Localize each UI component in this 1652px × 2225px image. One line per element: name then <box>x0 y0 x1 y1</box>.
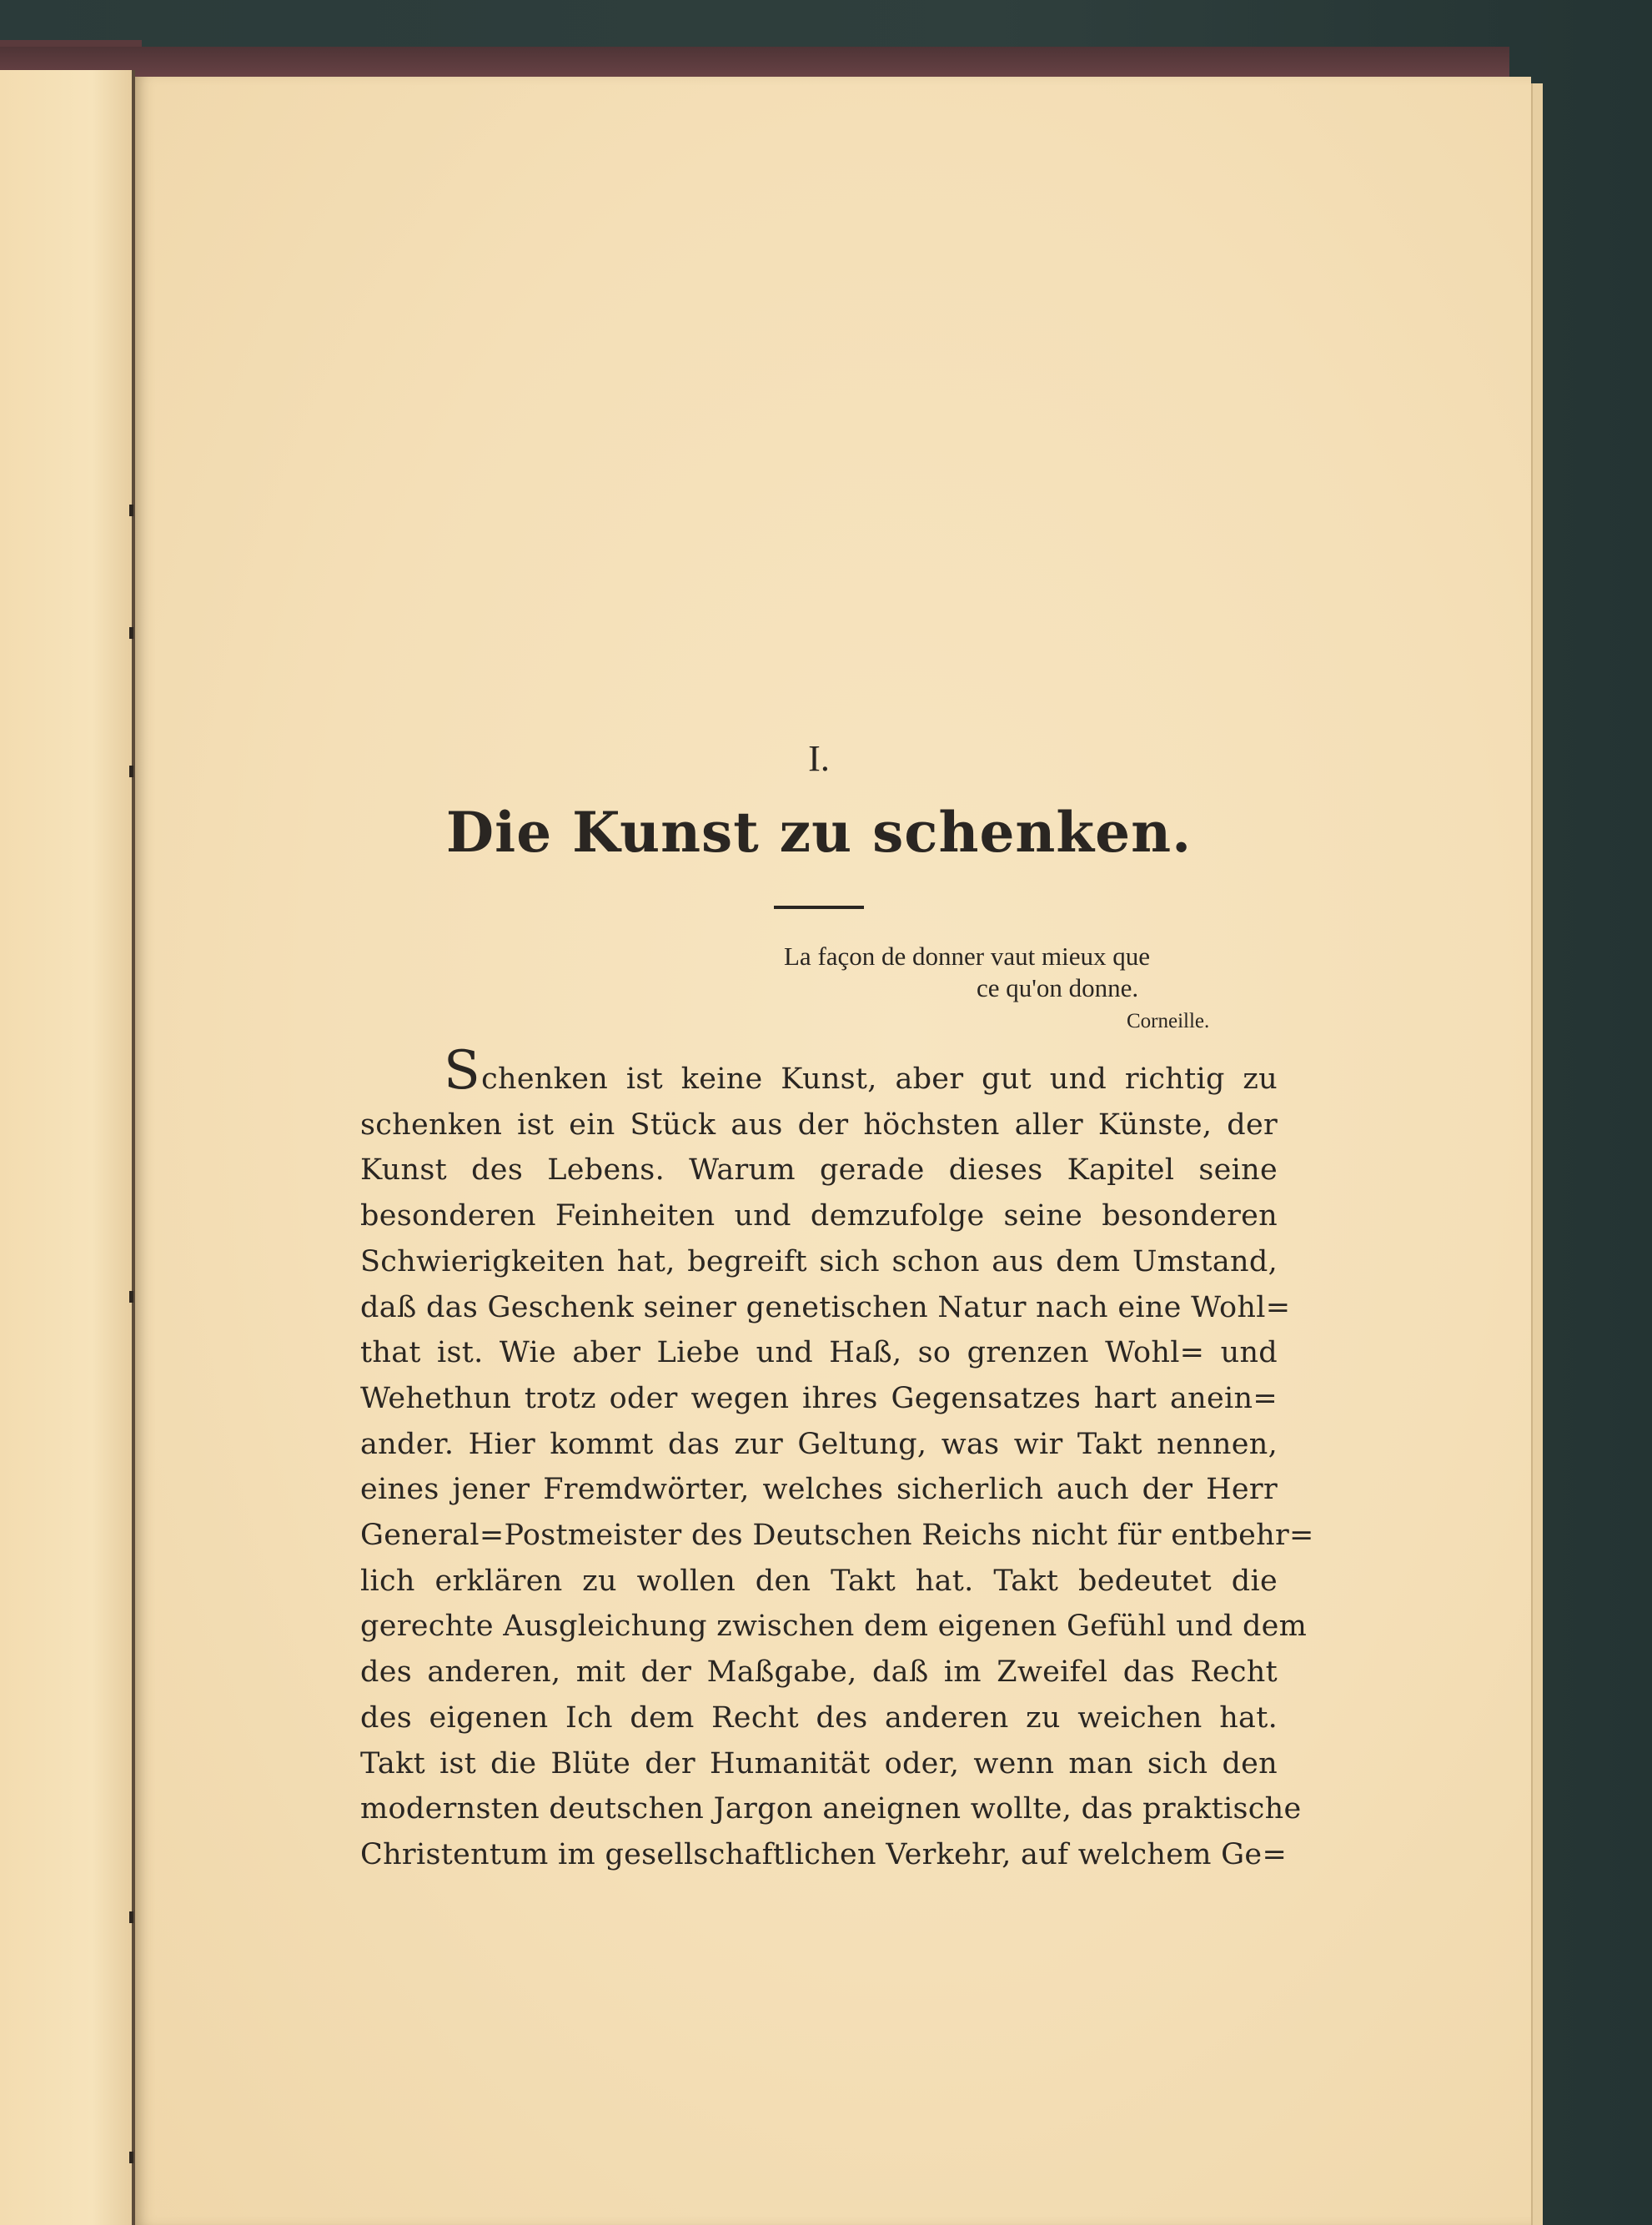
gutter-mark <box>129 766 133 777</box>
gutter-mark <box>129 505 133 516</box>
body-paragraph <box>360 1040 1314 1878</box>
body-line: schenken ist ein Stück aus der höchsten aller Künste, der <box>360 1107 1278 1142</box>
book-cover-top-edge <box>0 47 1509 80</box>
body-line <box>360 1040 1278 1102</box>
body-line: besonderen Feinheiten und demzufolge seine besonderen <box>360 1199 1278 1233</box>
chapter-content <box>360 734 1314 1878</box>
epigraph <box>360 941 1278 1036</box>
body-line: lich erklären zu wollen den Takt hat. Takt bedeutet die <box>360 1564 1278 1598</box>
body-line: des anderen, mit der Maßgabe, daß im Zweifel das Recht <box>360 1655 1278 1690</box>
body-line: Kunst des Lebens. Warum gerade dieses Kapitel seine <box>360 1153 1278 1188</box>
gutter-mark <box>129 1911 133 1923</box>
gutter-mark <box>129 2152 133 2163</box>
body-line: ander. Hier kommt das zur Geltung, was wir Takt nennen, <box>360 1427 1278 1461</box>
body-line: eines jener Fremdwörter, welches sicherlich auch der Herr <box>360 1473 1278 1507</box>
body-line: des eigenen Ich dem Recht des anderen zu weichen hat. <box>360 1700 1278 1735</box>
title-divider <box>774 906 864 909</box>
page-stack-edge <box>1531 83 1543 2225</box>
body-line: General=Postmeister des Deutschen Reichs nicht für entbehr= <box>360 1519 1314 1553</box>
gutter-mark <box>129 1291 133 1303</box>
body-line: Takt ist die Blüte der Humanität oder, wenn man sich den <box>360 1746 1278 1781</box>
body-line: Wehethun trotz oder wegen ihres Gegensatzes hart anein= <box>360 1381 1278 1415</box>
epigraph-line: ce qu'on donne. <box>977 973 1139 1002</box>
body-line-text: chenken ist keine Kunst, aber gut und richtig zu <box>481 1062 1278 1096</box>
body-line: gerechte Ausgleichung zwischen dem eigenen Gefühl und dem <box>360 1610 1308 1644</box>
chapter-title: Die Kunst zu schenken. <box>445 800 1193 865</box>
epigraph-author: Corneille. <box>1127 1010 1210 1032</box>
body-line: that ist. Wie aber Liebe und Haß, so grenzen Wohl= und <box>360 1336 1278 1370</box>
decorative-initial: S <box>444 1040 481 1102</box>
left-page <box>0 70 135 2225</box>
gutter-mark <box>129 627 133 639</box>
body-line: modernsten deutschen Jargon aneignen wollte, das praktische <box>360 1792 1302 1826</box>
epigraph-line: La façon de donner vaut mieux que <box>784 942 1150 971</box>
body-line: daß das Geschenk seiner genetischen Natur nach eine Wohl= <box>360 1290 1291 1324</box>
chapter-number: I. <box>808 738 830 779</box>
body-line: Christentum im gesellschaftlichen Verkehr, auf welchem Ge= <box>360 1837 1288 1871</box>
body-line: Schwierigkeiten hat, begreift sich schon aus dem Umstand, <box>360 1244 1278 1278</box>
